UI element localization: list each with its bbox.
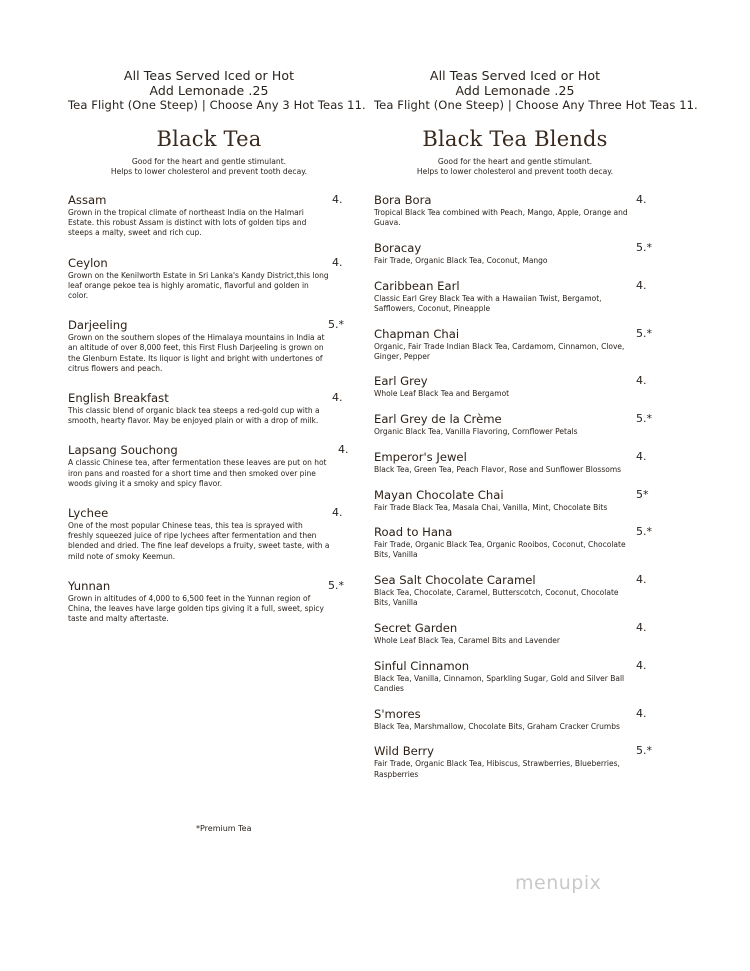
item-name: Boracay bbox=[374, 240, 422, 255]
menu-item-yunnan bbox=[68, 579, 350, 625]
left-header bbox=[68, 68, 366, 113]
item-description: Fair Trade, Organic Black Tea, Coconut, Mango bbox=[374, 255, 548, 265]
section-desc-line: Helps to lower cholesterol and prevent tooth decay. bbox=[110, 167, 308, 176]
item-name: Assam bbox=[68, 193, 107, 207]
item-description: Fair Trade Black Tea, Masala Chai, Vanilla, Mint, Chocolate Bits bbox=[374, 502, 608, 512]
menu-item-english-breakfast bbox=[68, 391, 350, 426]
item-description: Black Tea, Vanilla, Cinnamon, Sparkling Sugar, Gold and Silver Ball Candies bbox=[374, 673, 625, 693]
item-description: Whole Leaf Black Tea, Caramel Bits and Lavender bbox=[374, 636, 560, 646]
menu-item-chapman-chai bbox=[374, 327, 656, 362]
item-name: Road to Hana bbox=[374, 525, 453, 540]
menu-item-earl-grey-de-la-creme bbox=[374, 412, 656, 437]
item-price: 5* bbox=[636, 487, 649, 501]
item-price: 4. bbox=[636, 374, 647, 388]
item-price: 4. bbox=[636, 278, 647, 292]
menu-item-secret-garden bbox=[374, 621, 656, 646]
section-description bbox=[68, 157, 350, 177]
item-name: Secret Garden bbox=[374, 621, 458, 636]
item-price: 4. bbox=[636, 193, 647, 206]
item-description: Organic Black Tea, Vanilla Flavoring, Cornflower Petals bbox=[374, 427, 578, 437]
item-name: Lychee bbox=[68, 506, 109, 521]
menu-item-lapsang-souchong bbox=[68, 443, 350, 489]
menu-item-wild-berry bbox=[374, 744, 656, 779]
menu-list-black-tea-blends bbox=[374, 193, 656, 780]
item-description: This classic blend of organic black tea steeps a red-gold cup with a smooth, hearty flavor. May be enjoyed plain or with a drop of milk. bbox=[68, 406, 320, 426]
item-description: Organic, Fair Trade Indian Black Tea, Cardamom, Cinnamon, Clove, Ginger, Pepper bbox=[374, 341, 625, 361]
item-description: Fair Trade, Organic Black Tea, Organic Rooibos, Coconut, Chocolate Bits, Vanilla bbox=[374, 540, 626, 560]
right-header bbox=[374, 68, 698, 113]
item-name: English Breakfast bbox=[68, 391, 169, 406]
menu-item-road-to-hana bbox=[374, 525, 656, 560]
menu-item-darjeeling bbox=[68, 318, 350, 374]
item-price: 4. bbox=[636, 658, 647, 672]
menu-item-earl-grey bbox=[374, 374, 656, 399]
section-title-black-tea: Black Tea bbox=[156, 127, 262, 151]
item-name: Sinful Cinnamon bbox=[374, 658, 470, 673]
item-price: 4. bbox=[332, 391, 343, 405]
menu-item-bora-bora bbox=[374, 193, 656, 228]
item-name: Ceylon bbox=[68, 255, 108, 270]
header-lemonade: Add Lemonade .25 bbox=[455, 83, 575, 98]
item-description: Fair Trade, Organic Black Tea, Hibiscus, Strawberries, Blueberries, Raspberries bbox=[374, 759, 620, 779]
item-price: 4. bbox=[636, 621, 647, 635]
item-name: Lapsang Souchong bbox=[68, 443, 178, 458]
header-iced-hot: All Teas Served Iced or Hot bbox=[123, 68, 295, 83]
item-description: Black Tea, Green Tea, Peach Flavor, Rose and Sunflower Blossoms bbox=[374, 464, 622, 474]
item-description: Grown on the southern slopes of the Himalaya mountains in India at an altitude of over 8,000 feet, this First Flush Darjeeling is grown on the Glenburn Estate. Its liquor is light and bright with undertones of citrus flowers and peach. bbox=[68, 333, 325, 373]
item-name: Wild Berry bbox=[374, 744, 434, 759]
item-description: Grown in altitudes of 4,000 to 6,500 feet in the Yunnan region of China, the leaves have large golden tips giving it a full, sweet, spicy taste and malty aftertaste. bbox=[68, 593, 324, 624]
menu-item-emperors-jewel bbox=[374, 450, 656, 475]
item-price: 4. bbox=[636, 449, 647, 463]
item-name: Chapman Chai bbox=[374, 326, 460, 341]
item-price: 5.* bbox=[328, 318, 344, 332]
menu-item-lychee bbox=[68, 506, 350, 562]
item-description: Black Tea, Chocolate, Caramel, Butterscotch, Coconut, Chocolate Bits, Vanilla bbox=[374, 588, 619, 608]
item-price: 4. bbox=[636, 706, 647, 720]
item-description: Tropical Black Tea combined with Peach, Mango, Apple, Orange and Guava. bbox=[374, 208, 628, 228]
item-name: S'mores bbox=[374, 706, 421, 721]
item-price: 5.* bbox=[636, 744, 652, 758]
item-price: 5.* bbox=[636, 240, 652, 254]
header-tea-flight: Tea Flight (One Steep) | Choose Any 3 Hot Teas 11. bbox=[68, 98, 366, 112]
section-desc-line: Helps to lower cholesterol and prevent tooth decay. bbox=[416, 167, 614, 176]
section-title-black-tea-blends: Black Tea Blends bbox=[422, 127, 608, 151]
item-name: Caribbean Earl bbox=[374, 278, 460, 293]
item-description: Classic Earl Grey Black Tea with a Hawaiian Twist, Bergamot, Safflowers, Coconut, Pineapple bbox=[374, 293, 602, 313]
item-name: Bora Bora bbox=[374, 193, 432, 207]
header-lemonade: Add Lemonade .25 bbox=[149, 83, 269, 98]
item-name: Emperor's Jewel bbox=[374, 449, 467, 464]
section-desc-line: Good for the heart and gentle stimulant. bbox=[437, 157, 593, 166]
section-description bbox=[374, 157, 656, 177]
menu-item-boracay bbox=[374, 241, 656, 266]
item-description: Whole Leaf Black Tea and Bergamot bbox=[374, 389, 510, 399]
item-name: Earl Grey de la Crème bbox=[374, 412, 502, 427]
header-tea-flight: Tea Flight (One Steep) | Choose Any Three Hot Teas 11. bbox=[374, 98, 698, 112]
item-price: 5.* bbox=[636, 525, 652, 539]
premium-tea-footnote: *Premium Tea bbox=[196, 824, 252, 833]
item-description: Grown in the tropical climate of northeast India on the Halmari Estate. this robust Assam is distinct with lots of golden tips and steeps a malty, sweet and rich cup. bbox=[68, 208, 307, 238]
menupix-watermark: menupix bbox=[515, 872, 602, 894]
item-name: Mayan Chocolate Chai bbox=[374, 487, 504, 502]
item-price: 5.* bbox=[636, 326, 652, 340]
item-price: 4. bbox=[338, 443, 349, 457]
item-description: One of the most popular Chinese teas, this tea is sprayed with freshly squeezed juice of ripe lychees after fermentation and then blended and dried. The fine leaf develops a fruity, sweet taste, with a mild note of smoky Keemun. bbox=[68, 521, 330, 561]
menu-item-mayan-chocolate-chai bbox=[374, 488, 656, 513]
header-iced-hot: All Teas Served Iced or Hot bbox=[429, 68, 601, 83]
menu-item-smores bbox=[374, 707, 656, 732]
item-price: 4. bbox=[332, 193, 343, 206]
menu-item-sinful-cinnamon bbox=[374, 659, 656, 694]
item-price: 4. bbox=[332, 255, 343, 269]
item-description: Grown on the Kenilworth Estate in Sri Lanka's Kandy District,this long leaf orange pekoe tea is highly aromatic, flavorful and golden in color. bbox=[68, 270, 329, 301]
menu-item-caribbean-earl bbox=[374, 279, 656, 314]
left-column bbox=[68, 68, 366, 641]
right-column bbox=[374, 68, 698, 792]
section-desc-line: Good for the heart and gentle stimulant. bbox=[131, 157, 287, 166]
item-description: A classic Chinese tea, after fermentation these leaves are put on hot iron pans and roasted for a short time and then smoked over pine woods giving it a smoky and spicy flavor. bbox=[68, 458, 327, 488]
menu-item-sea-salt-chocolate-caramel bbox=[374, 573, 656, 608]
menu-item-assam bbox=[68, 193, 350, 239]
item-name: Yunnan bbox=[68, 578, 111, 593]
item-description: Black Tea, Marshmallow, Chocolate Bits, Graham Cracker Crumbs bbox=[374, 721, 620, 731]
menu-item-ceylon bbox=[68, 256, 350, 302]
item-price: 5.* bbox=[328, 578, 344, 592]
item-name: Sea Salt Chocolate Caramel bbox=[374, 573, 536, 588]
menu-list-black-tea bbox=[68, 193, 350, 624]
item-price: 5.* bbox=[636, 412, 652, 426]
item-name: Darjeeling bbox=[68, 318, 128, 333]
item-price: 4. bbox=[332, 506, 343, 520]
item-name: Earl Grey bbox=[374, 374, 428, 389]
item-price: 4. bbox=[636, 573, 647, 587]
